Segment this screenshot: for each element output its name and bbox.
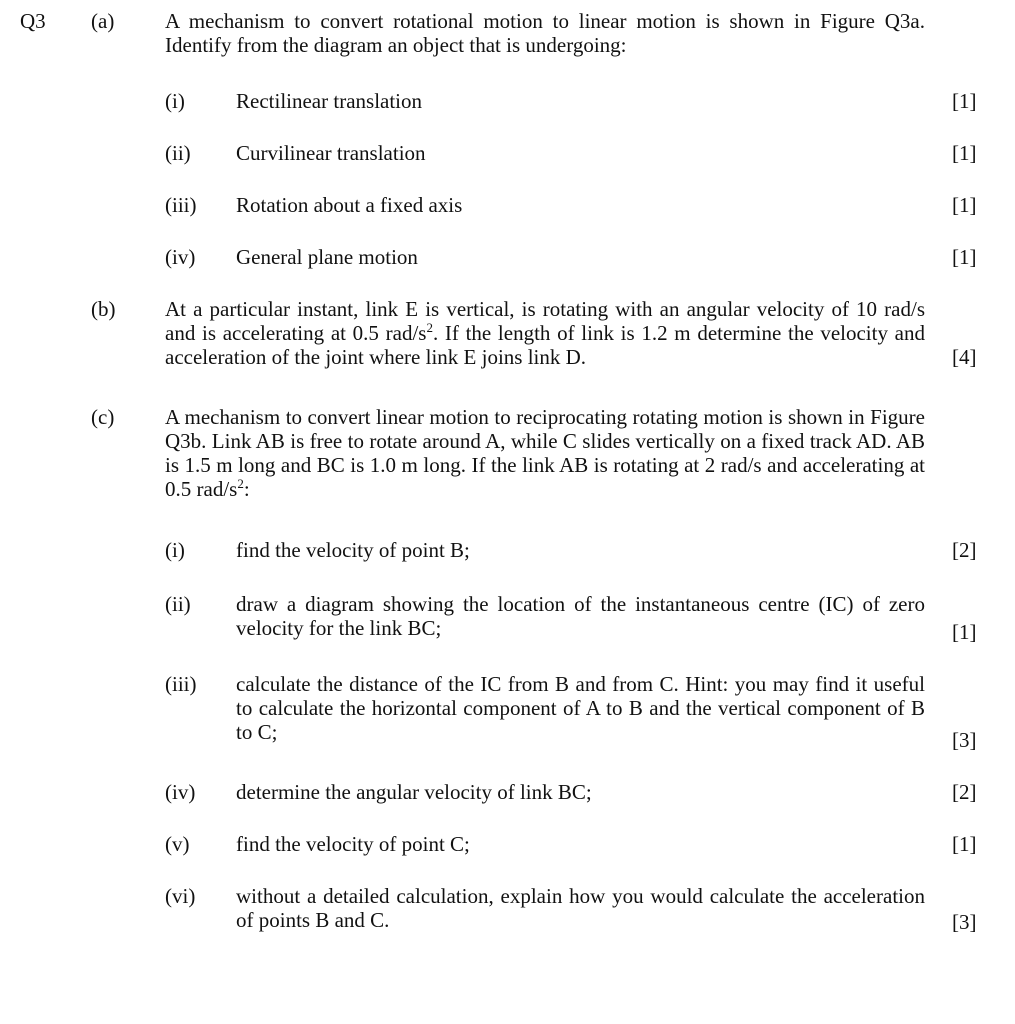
part-a-item-iv-label: (iv) — [165, 245, 196, 269]
part-c-item-i-text: find the velocity of point B; — [236, 538, 470, 562]
part-b-text-2: . If the length of link is 1.2 m determine the velocity and acceleration of the joint where link E joins link D. — [165, 321, 925, 369]
part-c-item-iii-text: calculate the distance of the IC from B and from C. Hint: you may find it useful to calculate the horizontal component of A to B and the vertical component of B to C; — [236, 672, 925, 744]
part-c-item-iv-label: (iv) — [165, 780, 196, 804]
part-c-item-vi-label: (vi) — [165, 884, 196, 908]
part-a-item-iii-marks: [1] — [952, 193, 977, 217]
part-c-item-ii-label: (ii) — [165, 592, 191, 616]
part-a-item-ii-text: Curvilinear translation — [236, 141, 426, 165]
question-number: Q3 — [20, 9, 46, 33]
part-c-item-iii-label: (iii) — [165, 672, 197, 696]
part-a-text: A mechanism to convert rotational motion to linear motion is shown in Figure Q3a. Identify from the diagram an object that is undergoing: — [165, 9, 925, 57]
part-c-item-iv-marks: [2] — [952, 780, 977, 804]
part-a-item-i-text: Rectilinear translation — [236, 89, 423, 113]
part-c-item-vi-marks: [3] — [952, 910, 977, 934]
part-b-label: (b) — [91, 297, 116, 321]
part-a-item-iv-text: General plane motion — [236, 245, 418, 269]
part-c-item-v-label: (v) — [165, 832, 190, 856]
part-a-item-iv-marks: [1] — [952, 245, 977, 269]
part-c-label: (c) — [91, 405, 115, 429]
part-b-text — [165, 297, 925, 369]
part-a-label: (a) — [91, 9, 115, 33]
part-c-item-ii-marks: [1] — [952, 620, 977, 644]
part-c-item-ii-text: draw a diagram showing the location of the instantaneous centre (IC) of zero velocity for the link BC; — [236, 592, 925, 640]
part-c-text-1: A mechanism to convert linear motion to reciprocating rotating motion is shown in Figure Q3b. Link AB is free to rotate around A, while C slides vertically on a fixed track AD. AB is 1.5 m long and BC is 1.0 m long. If the link AB is rotating at 2 rad/s and accelerating at 0.5 rad/s — [165, 405, 925, 501]
part-c-item-iii-marks: [3] — [952, 728, 977, 752]
part-b-marks: [4] — [952, 345, 977, 369]
part-c-superscript: 2 — [237, 476, 244, 491]
part-c-item-v-text: find the velocity of point C; — [236, 832, 470, 856]
part-b-superscript: 2 — [426, 320, 433, 335]
part-a-item-iii-label: (iii) — [165, 193, 197, 217]
part-a-item-ii-label: (ii) — [165, 141, 191, 165]
part-c-item-vi-text: without a detailed calculation, explain how you would calculate the acceleration of points B and C. — [236, 884, 925, 932]
part-c-item-iv-text: determine the angular velocity of link BC; — [236, 780, 592, 804]
part-a-item-iii-text: Rotation about a fixed axis — [236, 193, 463, 217]
part-c-item-i-label: (i) — [165, 538, 185, 562]
part-c-text — [165, 405, 925, 501]
part-a-item-i-label: (i) — [165, 89, 185, 113]
part-c-text-2: : — [243, 477, 250, 501]
part-a-item-i-marks: [1] — [952, 89, 977, 113]
part-a-item-ii-marks: [1] — [952, 141, 977, 165]
part-b-text-1: At a particular instant, link E is vertical, is rotating with an angular velocity of 10 rad/s and is accelerating at 0.5 rad/s — [165, 297, 925, 345]
part-c-item-v-marks: [1] — [952, 832, 977, 856]
part-c-item-i-marks: [2] — [952, 538, 977, 562]
